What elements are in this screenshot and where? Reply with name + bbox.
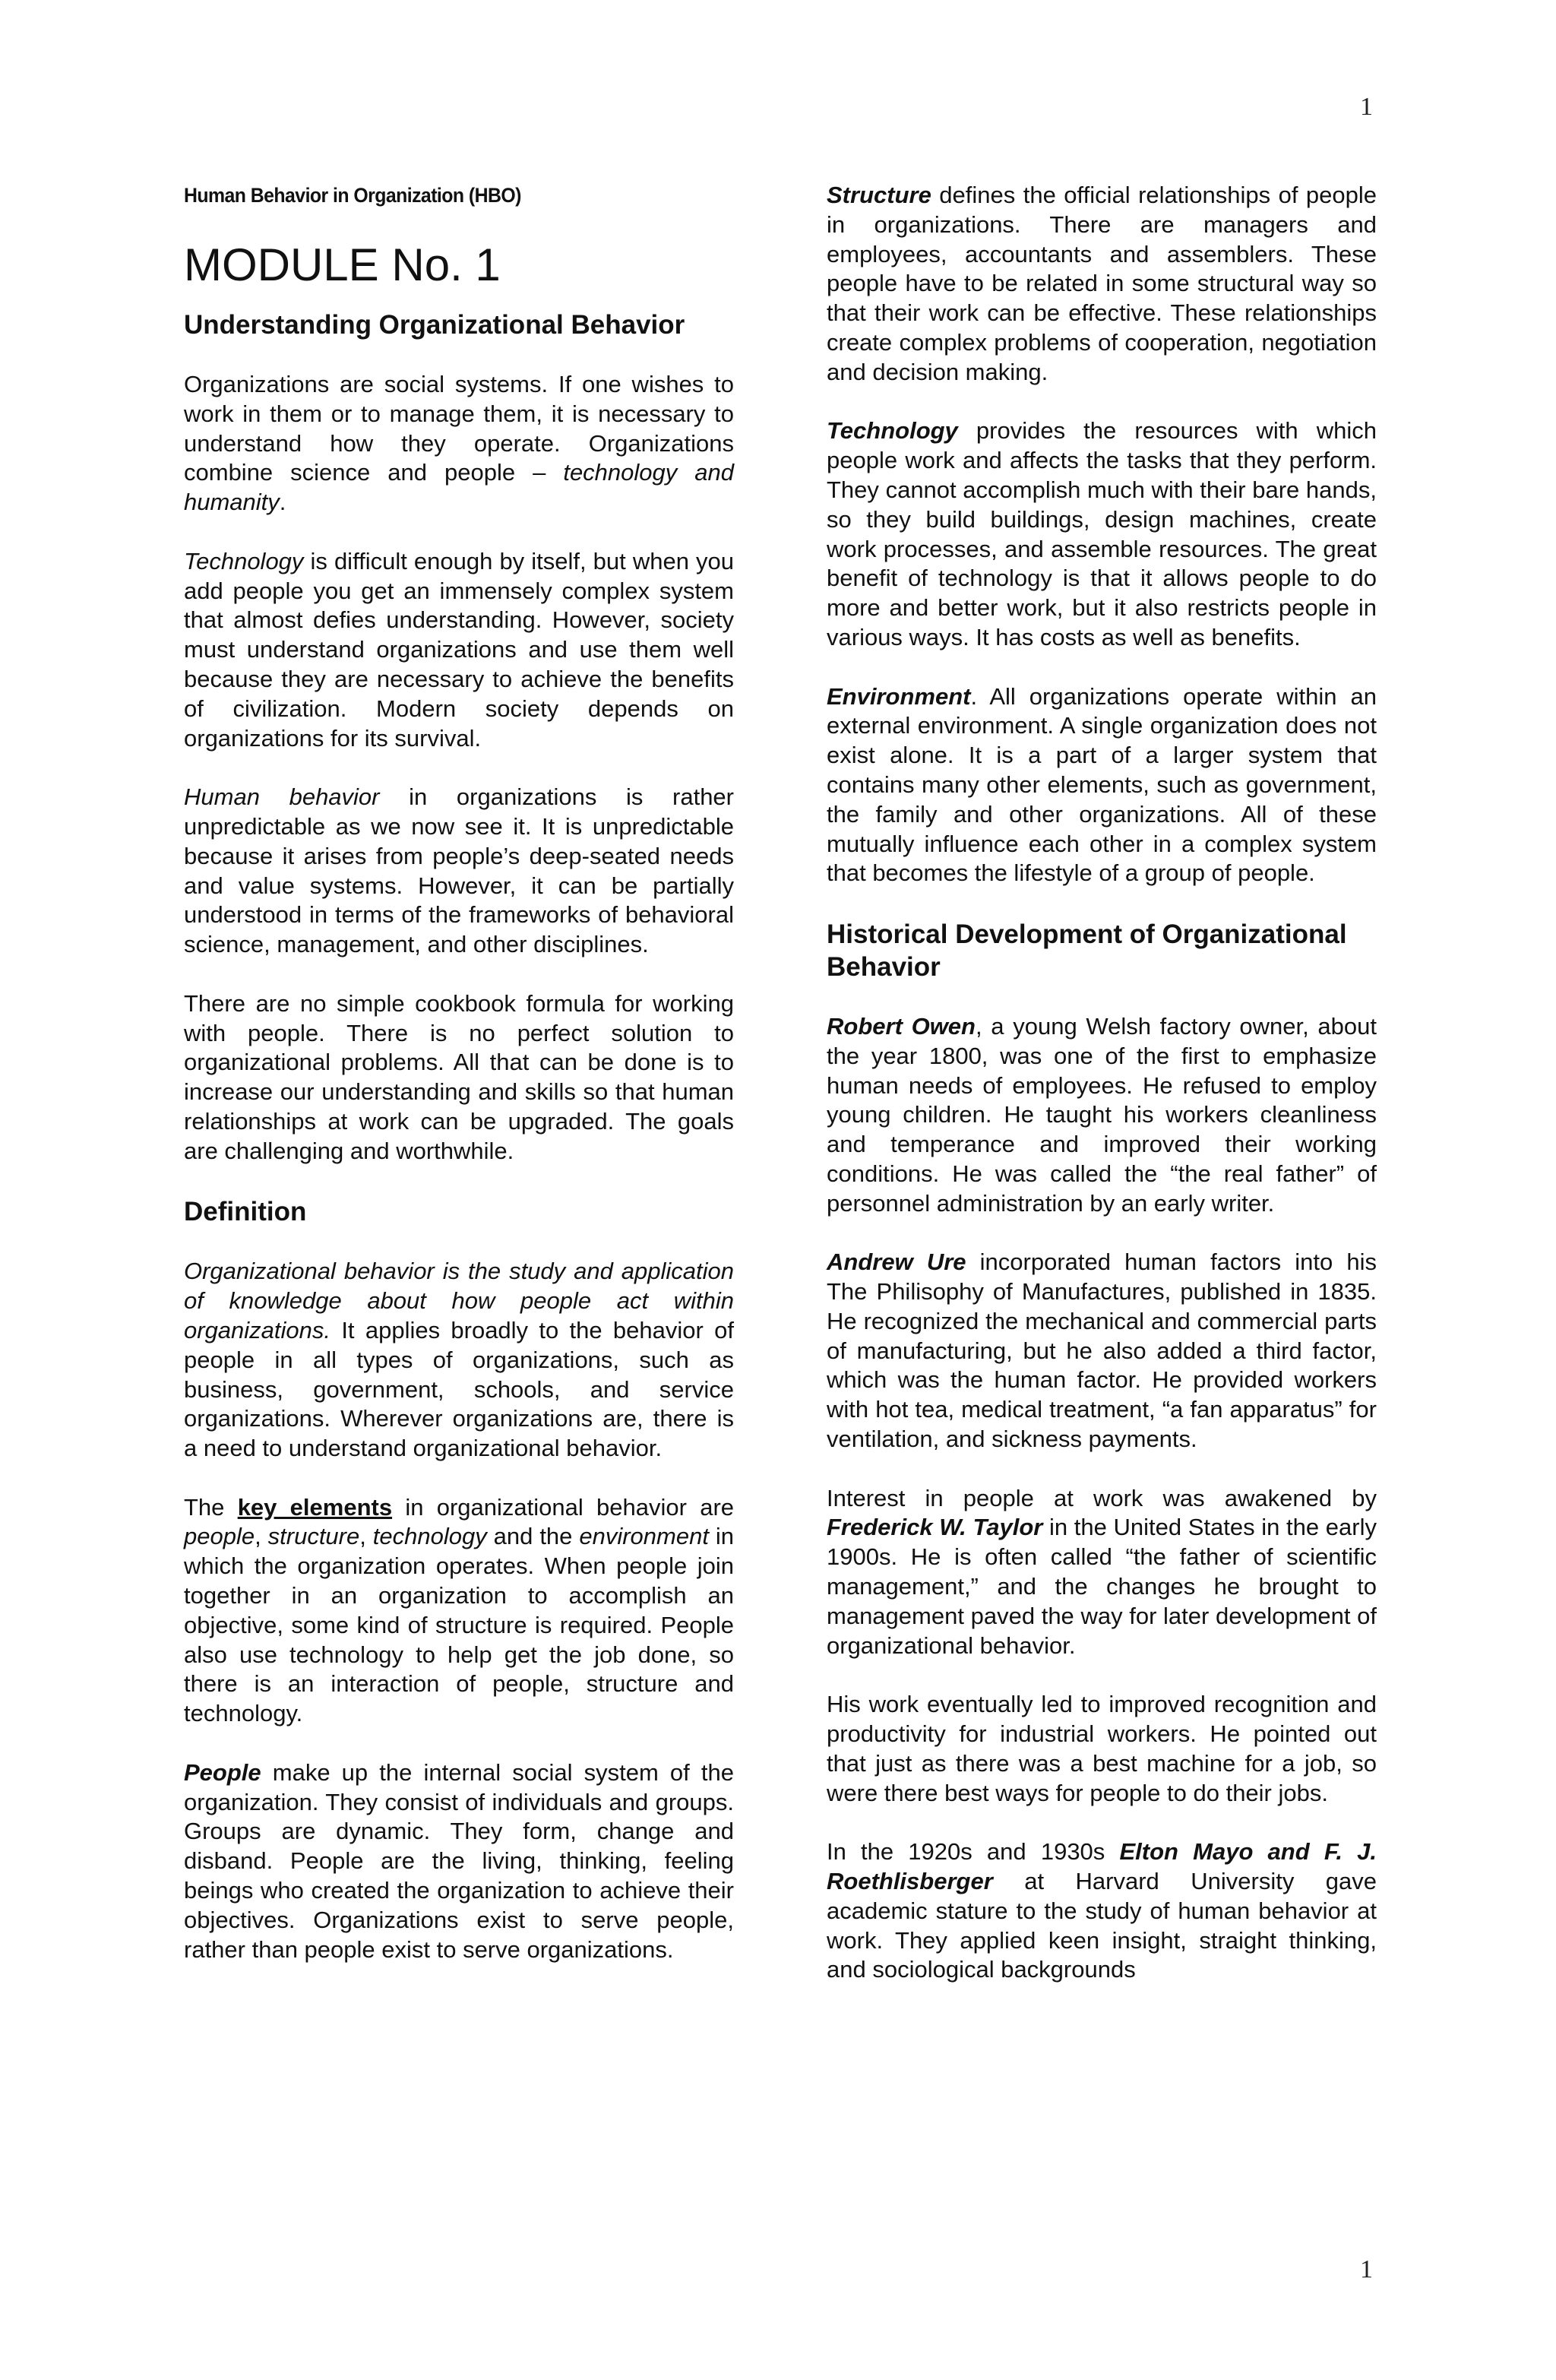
course-title: Human Behavior in Organization (HBO) <box>184 184 521 207</box>
module-title: MODULE No. 1 <box>184 239 501 290</box>
paragraph-mayo-roethlisberger: In the 1920s and 1930s Elton Mayo and F. J. Roethlisberger at Harvard University gave academic stature to the study of human behavior at work. They applied keen insight, straight thinking, and sociological backgrounds <box>827 1838 1377 1983</box>
section-heading-historical: Historical Development of Organizational Behavior <box>827 919 1347 982</box>
page-number-bottom: 1 <box>1360 2255 1373 2283</box>
paragraph-technology: Technology is difficult enough by itself, but when you add people you get an immensely complex system that almost defies understanding. However, society must understand organizations and use them well because they are necessary to achieve the benefits of civilization. Modern society depends on organizations for its survival. <box>184 547 734 752</box>
paragraph-organizations: Organizations are social systems. If one wishes to work in them or to manage them, it is necessary to understand how they operate. Organizations combine science and people – technology and humanity. <box>184 371 734 516</box>
paragraph-human-behavior: Human behavior in organizations is rather unpredictable as we now see it. It is unpredictable because it arises from people’s deep-seated needs and value systems. However, it can be partially understood in terms of the frameworks of behavioral science, management, and other disciplines. <box>184 783 734 958</box>
section-heading-definition: Definition <box>184 1197 307 1227</box>
paragraph-taylor: Interest in people at work was awakened by Frederick W. Taylor in the United States in the early 1900s. He is often called “the father of scientific management,” and the changes he brought to management paved the way for later development of organizational behavior. <box>827 1484 1377 1659</box>
paragraph-definition: Organizational behavior is the study and application of knowledge about how people act within organizations. It applies broadly to the behavior of people in all types of organizations, such as business, government, schools, and service organizations. Wherever organizations are, there is a need to understand organizational behavior. <box>184 1258 734 1462</box>
paragraph-taylor-work: His work eventually led to improved recognition and productivity for industrial workers. He pointed out that just as there was a best machine for a job, so were there best ways for people to do their jobs. <box>827 1691 1377 1806</box>
paragraph-environment: Environment. All organizations operate within an external environment. A single organization does not exist alone. It is a part of a larger system that contains many other elements, such as government, the family and other organizations. All of these mutually influence each other in a complex system that becomes the lifestyle of a group of people. <box>827 682 1377 887</box>
paragraph-cookbook: There are no simple cookbook formula for working with people. There is no perfect solution to organizational problems. All that can be done is to increase our understanding and skills so that human relationships at work can be upgraded. The goals are challenging and worthwhile. <box>184 989 734 1164</box>
paragraph-robert-owen: Robert Owen, a young Welsh factory owner, about the year 1800, was one of the first to emphasize human needs of employees. He refused to employ young children. He taught his workers cleanliness and temperance and improved their working conditions. He was called the “the real father” of personnel administration by an early writer. <box>827 1012 1377 1217</box>
section-heading-understanding: Understanding Organizational Behavior <box>184 310 685 340</box>
right-column <box>827 181 1377 1985</box>
left-column <box>184 181 734 1964</box>
paragraph-andrew-ure: Andrew Ure incorporated human factors into his The Philisophy of Manufactures, published in 1835. He recognized the mechanical and commercial parts of manufacturing, but he also added a third factor, which was the human factor. He provided workers with hot tea, medical treatment, “a fan apparatus” for ventilation, and sickness payments. <box>827 1249 1377 1453</box>
paragraph-structure: Structure defines the official relationships of people in organizations. There are managers and employees, accountants and assemblers. These people have to be related in some structural way so that their work can be effective. These relationships create complex problems of cooperation, negotiation and decision making. <box>827 182 1377 385</box>
page-number-top: 1 <box>1360 93 1373 121</box>
paragraph-people: People make up the internal social system of the organization. They consist of individuals and groups. Groups are dynamic. They form, change and disband. People are the living, thinking, feeling beings who created the organization to achieve their objectives. Organizations exist to serve people, rather than people exist to serve organizations. <box>184 1758 734 1963</box>
paragraph-technology-resources: Technology provides the resources with which people work and affects the tasks that they perform. They cannot accomplish much with their bare hands, so they build buildings, design machines, create work processes, and assemble resources. The great benefit of technology is that it allows people to do more and better work, but it also restricts people in various ways. It has costs as well as benefits. <box>827 417 1377 650</box>
paragraph-key-elements: The key elements in organizational behavior are people, structure, technology and the environment in which the organization operates. When people join together in an organization to accomplish an objective, some kind of structure is required. People also use technology to help get the job done, so there is an interaction of people, structure and technology. <box>184 1493 735 1727</box>
